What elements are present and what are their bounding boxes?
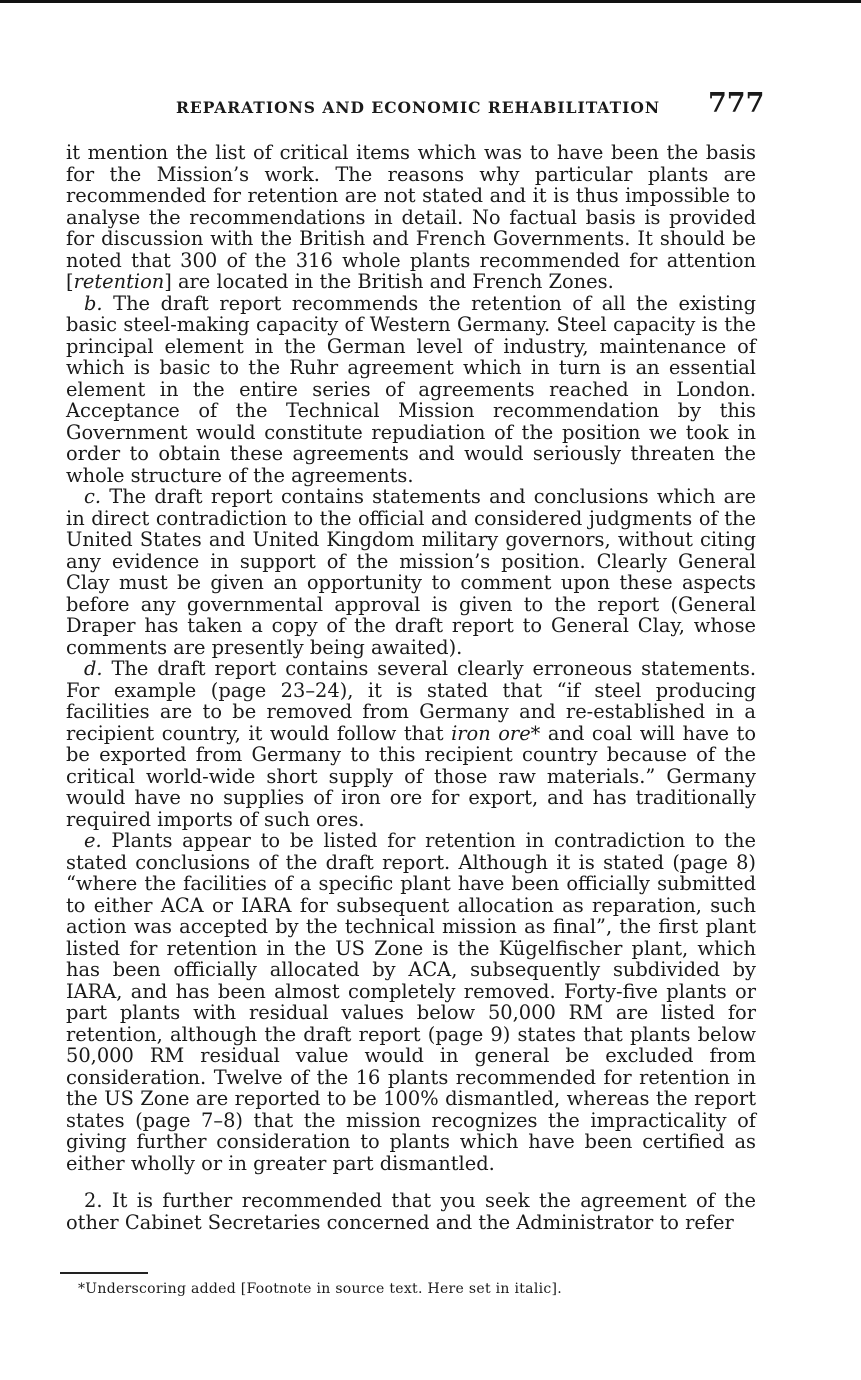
paragraph-b	[66, 293, 756, 487]
paragraph-letter: d.	[84, 657, 103, 680]
page-body	[66, 142, 756, 1233]
paragraph-text-end: and coal will have to be exported from Germany to this recipient country because of the critical world-wide short supply of those raw materials.” Germany would have no supplies of iron ore for export, and has traditionally required imports of such ores.	[66, 721, 756, 831]
paragraph-text: it mention the list of critical items which was to have been the basis for the Mission’s work. The reasons why particular plants are recommended for retention are not stated and it is thus impossible to analyse the recommendations in detail. No factual basis is provided for discussion with the British and French Governments. It should be noted that 300 of the 316 whole plants recommended for attention [	[66, 141, 756, 293]
paragraph-text: 2. It is further recommended that you seek the agreement of the other Cabinet Secretaries concerned and the Administrator to refer	[66, 1189, 756, 1234]
running-title: REPARATIONS AND ECONOMIC REHABILITATION	[176, 98, 661, 117]
paragraph-text: The draft report recommends the retention of all the existing basic steel-making capacity of Western Germany. Steel capacity is the principal element in the German level of industry, maintenance of which is basic to the Ruhr agreement which in turn is an essential element in the entire series of agreements reached in London. Acceptance of the Technical Mission recommendation by this Government would constitute repudiation of the position we took in order to obtain these agreements and would seriously threaten the whole structure of the agreements.	[66, 291, 756, 487]
paragraph-text: Plants appear to be listed for retention in contradiction to the stated conclusions of the draft report. Although it is stated (page 8) “where the facilities of a specific plant have been officially submitted to either ACA or IARA for subsequent allocation as reparation, such action was accepted by the technical mission as final”, the first plant listed for retention in the US Zone is the Kügelfischer plant, which has been officially allocated by ACA, subsequently subdivided by IARA, and has been almost completely removed. Forty-five plants or part plants with residual values below 50,000 RM are listed for retention, although the draft report (page 9) states that plants below 50,000 RM residual value would in general be excluded from consideration. Twelve of the 16 plants recommended for retention in the US Zone are reported to be 100% dismantled, whereas the report states (page 7–8) that the mission recognizes the impracticality of giving further consideration to plants which have been certified as either wholly or in greater part dismantled.	[66, 829, 756, 1175]
paragraph-c	[66, 486, 756, 658]
top-edge-rule	[0, 0, 861, 3]
paragraph-d	[66, 658, 756, 830]
paragraph-letter: e.	[84, 829, 102, 852]
paragraph-text: The draft report contains statements and conclusions which are in direct contradiction to the official and considered judgments of the United States and United Kingdom military governors, without citing any evidence in support of the mission’s position. Clearly General Clay must be given an opportunity to comment upon these aspects before any governmental approval is given to the report (General Draper has taken a copy of the draft report to General Clay, whose comments are presently being awaited).	[66, 485, 756, 659]
footnote-rule	[60, 1272, 148, 1274]
paragraph-e	[66, 830, 756, 1174]
paragraph-continued	[66, 142, 756, 293]
running-head	[0, 84, 861, 124]
page-number: 777	[708, 88, 765, 119]
footnote: *Underscoring added [Footnote in source text. Here set in italic].	[78, 1281, 563, 1297]
italic-term: retention	[73, 270, 165, 293]
paragraph-text: The draft report contains several clearly erroneous statements. For example (page 23–24), it is stated that “if steel producing facilities are to be removed from Germany and re-established in a recipient country, it would follow that	[66, 657, 756, 745]
paragraph-2	[66, 1190, 756, 1233]
paragraph-text-end: ] are located in the British and French Zones.	[164, 270, 614, 293]
italic-term: iron ore*	[451, 721, 541, 745]
paragraph-letter: c.	[84, 485, 102, 508]
paragraph-letter: b.	[84, 291, 103, 315]
